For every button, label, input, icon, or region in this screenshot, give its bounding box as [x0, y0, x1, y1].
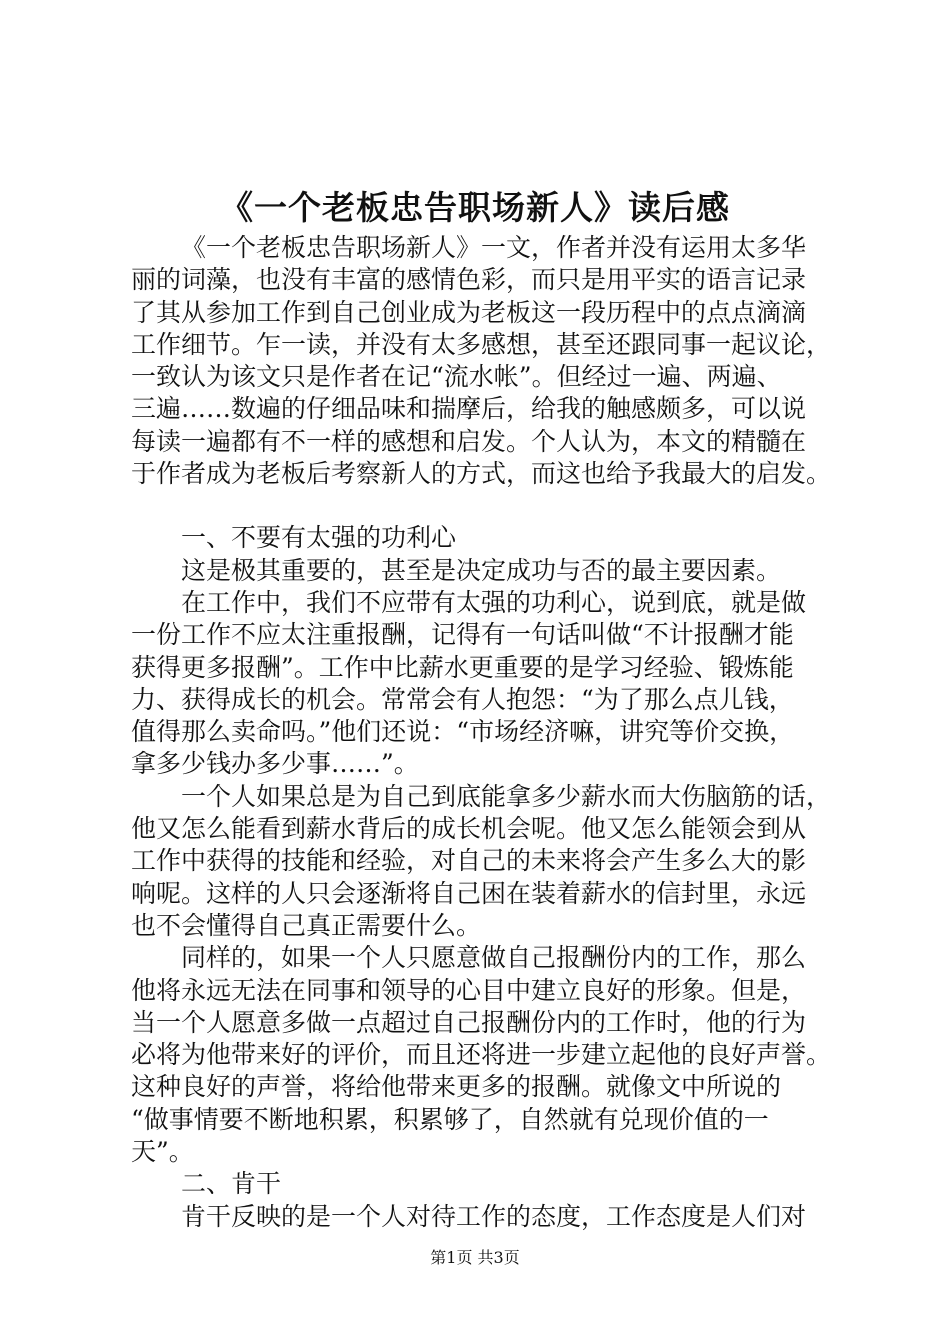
paragraph-line: 于作者成为老板后考察新人的方式，而这也给予我最大的启发。	[131, 459, 832, 489]
paragraph-line: 他将永远无法在同事和领导的心目中建立良好的形象。但是，	[131, 975, 807, 1005]
section-heading: 一、不要有太强的功利心	[181, 523, 457, 553]
paragraph-line: 这是极其重要的，甚至是决定成功与否的最主要因素。	[181, 555, 782, 585]
paragraph-line: 三遍……数遍的仔细品味和揣摩后，给我的触感颇多，可以说	[131, 394, 807, 424]
page-footer: 第1页 共3页	[430, 1248, 520, 1267]
paragraph-line: 他又怎么能看到薪水背后的成长机会呢。他又怎么能领会到从	[131, 814, 807, 844]
paragraph-line: 拿多少钱办多少事……”。	[131, 749, 419, 779]
paragraph-spacer	[131, 490, 851, 522]
section-heading: 二、肯干	[181, 1169, 282, 1199]
paragraph-line: 这种良好的声誉，将给他带来更多的报酬。就像文中所说的	[131, 1072, 782, 1102]
paragraph-line: 一个人如果总是为自己到底能拿多少薪水而大伤脑筋的话，	[181, 781, 832, 811]
paragraph-line: 响呢。这样的人只会逐渐将自己困在装着薪水的信封里，永远	[131, 878, 807, 908]
paragraph-line: 力、获得成长的机会。常常会有人抱怨：“为了那么点儿钱，	[131, 684, 794, 714]
paragraph-line: 一致认为该文只是作者在记“流水帐”。但经过一遍、两遍、	[131, 362, 782, 392]
paragraph-line: 也不会懂得自己真正需要什么。	[131, 910, 482, 940]
paragraph-line: 同样的，如果一个人只愿意做自己报酬份内的工作，那么	[181, 943, 807, 973]
paragraph-line: 当一个人愿意多做一点超过自己报酬份内的工作时，他的行为	[131, 1007, 807, 1037]
paragraph-line: 天”。	[131, 1137, 194, 1167]
document-title: 《一个老板忠告职场新人》读后感	[220, 188, 730, 227]
paragraph-line: 一份工作不应太注重报酬，记得有一句话叫做“不计报酬才能	[131, 620, 794, 650]
paragraph-line: 工作中获得的技能和经验，对自己的未来将会产生多么大的影	[131, 846, 807, 876]
paragraph-line: “做事情要不断地积累，积累够了，自然就有兑现价值的一	[131, 1104, 769, 1134]
paragraph-line: 获得更多报酬”。工作中比薪水更重要的是学习经验、锻炼能	[131, 652, 794, 682]
paragraph-line: 工作细节。乍一读，并没有太多感想，甚至还跟同事一起议论，	[131, 329, 832, 359]
paragraph-line: 肯干反映的是一个人对待工作的态度，工作态度是人们对	[181, 1201, 807, 1231]
document-body	[131, 232, 851, 1233]
paragraph-line: 《一个老板忠告职场新人》一文，作者并没有运用太多华	[181, 233, 807, 262]
paragraph-line: 值得那么卖命吗。”他们还说：“市场经济嘛，讲究等价交换，	[131, 717, 795, 747]
paragraph-line: 每读一遍都有不一样的感想和启发。个人认为，本文的精髓在	[131, 426, 807, 456]
paragraph-line: 丽的词藻，也没有丰富的感情色彩，而只是用平实的语言记录	[131, 265, 807, 295]
paragraph-line: 在工作中，我们不应带有太强的功利心，说到底，就是做	[181, 587, 807, 617]
paragraph-line: 必将为他带来好的评价，而且还将进一步建立起他的良好声誉。	[131, 1040, 832, 1070]
paragraph-line: 了其从参加工作到自己创业成为老板这一段历程中的点点滴滴	[131, 297, 807, 327]
